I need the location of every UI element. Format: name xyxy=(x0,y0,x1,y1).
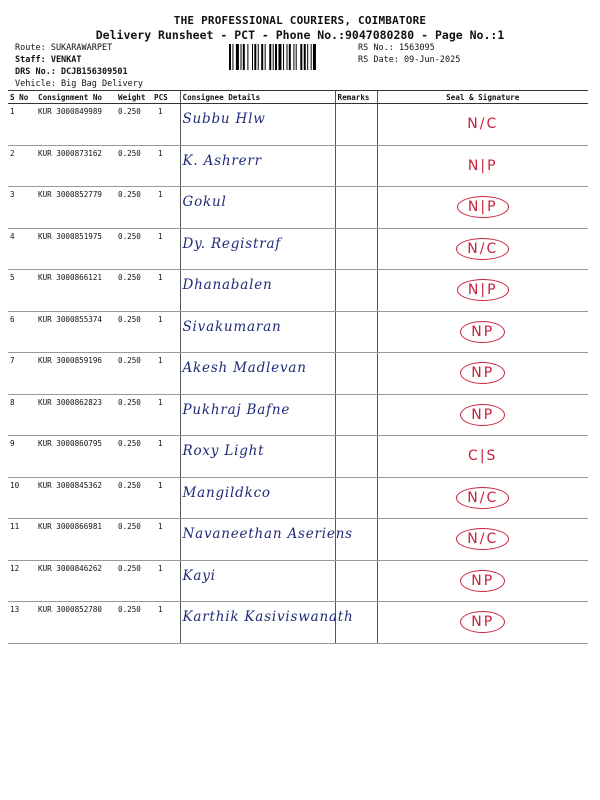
vehicle-label: Vehicle: Big Bag Delivery xyxy=(15,79,143,89)
row-consignee-cell xyxy=(180,270,335,312)
row-pcs: 1 xyxy=(152,394,180,436)
barcode-bar xyxy=(236,44,239,70)
row-consignee-handwriting: Sivakumaran xyxy=(182,318,282,335)
barcode-bar xyxy=(269,44,271,70)
row-seal-stamp: N/C xyxy=(456,528,509,550)
row-consignee-handwriting: Kayi xyxy=(182,567,216,584)
table-row xyxy=(8,436,588,478)
col-header-seal: Seal & Signature xyxy=(377,91,588,104)
row-consignee-cell xyxy=(180,602,354,644)
row-consignment-no: KUR 3000873162 xyxy=(36,145,116,187)
row-weight: 0.250 xyxy=(116,228,152,270)
barcode-bar xyxy=(283,44,284,70)
barcode-bar xyxy=(261,44,263,70)
row-pcs: 1 xyxy=(152,477,180,519)
row-consignment-no: KUR 3000860795 xyxy=(36,436,116,478)
table-row xyxy=(8,353,588,395)
row-consignment-no: KUR 3000849989 xyxy=(36,104,116,146)
barcode-bar xyxy=(258,44,259,70)
row-consignee-cell xyxy=(180,519,353,561)
row-weight: 0.250 xyxy=(116,602,152,644)
row-consignment-no: KUR 3000866121 xyxy=(36,270,116,312)
row-seal-stamp: NP xyxy=(460,362,505,384)
row-consignment-no: KUR 3000862823 xyxy=(36,394,116,436)
row-remarks xyxy=(335,187,377,229)
row-seal-cell xyxy=(377,104,588,146)
barcode-bar xyxy=(313,44,316,70)
row-consignment-no: KUR 3000866981 xyxy=(36,519,116,561)
table-row xyxy=(8,311,588,353)
row-consignment-no: KUR 3000859196 xyxy=(36,353,116,395)
row-consignee-handwriting: Subbu Hlw xyxy=(182,111,266,127)
row-sno: 13 xyxy=(8,602,36,644)
row-remarks xyxy=(335,477,377,519)
row-sno: 4 xyxy=(8,228,36,270)
col-header-weight: Weight xyxy=(116,91,152,104)
row-consignee-cell xyxy=(180,436,335,478)
row-seal-cell xyxy=(377,311,588,353)
row-seal-cell xyxy=(377,560,588,602)
row-consignee-handwriting: Roxy Light xyxy=(182,443,265,459)
row-consignee-cell xyxy=(180,560,335,602)
table-row xyxy=(8,145,588,187)
barcode-bar xyxy=(307,44,308,70)
table-row xyxy=(8,477,588,519)
row-weight: 0.250 xyxy=(116,353,152,395)
barcode xyxy=(228,44,352,70)
barcode-bar xyxy=(304,44,306,70)
table-row xyxy=(8,394,588,436)
row-remarks xyxy=(335,394,377,436)
row-sno: 12 xyxy=(8,560,36,602)
row-seal-stamp: NP xyxy=(460,611,505,633)
runsheet-subtitle: Delivery Runsheet - PCT - Phone No.:9047080280 - Page No.:1 xyxy=(95,28,505,42)
staff-label: Staff: VENKAT xyxy=(15,55,82,65)
barcode-bar xyxy=(229,44,231,70)
row-pcs: 1 xyxy=(152,602,180,644)
row-consignee-handwriting: Dhanabalen xyxy=(182,277,273,293)
row-consignee-handwriting: Akesh Madlevan xyxy=(182,360,307,376)
table-row xyxy=(8,270,588,312)
barcode-bar xyxy=(254,44,256,70)
row-seal-cell xyxy=(377,602,588,644)
row-consignee-handwriting: Dy. Registraf xyxy=(182,235,282,252)
rs-date: RS Date: 09-Jun-2025 xyxy=(358,55,461,65)
row-seal-stamp: N/C xyxy=(456,487,509,509)
barcode-bar xyxy=(278,44,281,70)
row-weight: 0.250 xyxy=(116,145,152,187)
row-seal-stamp: C|S xyxy=(468,448,498,464)
row-consignee-cell xyxy=(180,145,335,187)
barcode-bar xyxy=(293,44,294,70)
row-pcs: 1 xyxy=(152,145,180,187)
row-sno: 1 xyxy=(8,104,36,146)
row-remarks xyxy=(335,311,377,353)
row-weight: 0.250 xyxy=(116,560,152,602)
barcode-bar xyxy=(243,44,245,70)
barcode-bar xyxy=(296,44,297,70)
row-consignment-no: KUR 3000852780 xyxy=(36,602,116,644)
row-weight: 0.250 xyxy=(116,519,152,561)
row-seal-cell xyxy=(377,270,588,312)
table-header-row xyxy=(8,91,588,104)
row-seal-stamp: NP xyxy=(460,321,505,343)
row-seal-cell xyxy=(377,436,588,478)
row-pcs: 1 xyxy=(152,270,180,312)
row-sno: 9 xyxy=(8,436,36,478)
row-consignee-handwriting: Mangildkco xyxy=(182,484,271,501)
row-seal-stamp: N|P xyxy=(457,196,509,218)
row-sno: 2 xyxy=(8,145,36,187)
barcode-bar xyxy=(300,44,302,70)
row-consignee-handwriting: K. Ashrerr xyxy=(182,152,262,169)
row-sno: 11 xyxy=(8,519,36,561)
table-row xyxy=(8,104,588,146)
barcode-bar xyxy=(247,44,248,70)
barcode-bar xyxy=(275,44,277,70)
row-consignment-no: KUR 3000851975 xyxy=(36,228,116,270)
row-remarks xyxy=(335,560,377,602)
barcode-bar xyxy=(289,44,291,70)
col-header-consignment: Consignment No xyxy=(36,91,116,104)
row-remarks xyxy=(335,145,377,187)
row-consignment-no: KUR 3000855374 xyxy=(36,311,116,353)
row-pcs: 1 xyxy=(152,560,180,602)
row-pcs: 1 xyxy=(152,436,180,478)
row-consignee-cell xyxy=(180,187,335,229)
barcode-bar xyxy=(287,44,288,70)
row-seal-cell xyxy=(377,353,588,395)
row-sno: 6 xyxy=(8,311,36,353)
row-weight: 0.250 xyxy=(116,311,152,353)
row-pcs: 1 xyxy=(152,228,180,270)
row-seal-cell xyxy=(377,187,588,229)
rs-number: RS No.: 1563095 xyxy=(358,43,435,53)
row-sno: 7 xyxy=(8,353,36,395)
row-pcs: 1 xyxy=(152,104,180,146)
row-consignee-cell xyxy=(180,311,335,353)
row-sno: 8 xyxy=(8,394,36,436)
row-seal-stamp: N/C xyxy=(467,116,499,132)
row-sno: 5 xyxy=(8,270,36,312)
barcode-bar xyxy=(232,44,233,70)
barcode-bar xyxy=(311,44,312,70)
row-seal-stamp: N|P xyxy=(457,279,509,301)
row-sno: 10 xyxy=(8,477,36,519)
row-seal-cell xyxy=(377,145,588,187)
col-header-sno: S No xyxy=(8,91,36,104)
row-consignee-cell xyxy=(180,104,335,146)
col-header-consignee: Consignee Details xyxy=(180,91,335,104)
row-consignee-cell xyxy=(180,353,335,395)
row-seal-cell xyxy=(377,519,588,561)
barcode-bar xyxy=(265,44,266,70)
row-consignee-handwriting: Pukhraj Bafne xyxy=(182,401,291,418)
row-consignee-cell xyxy=(180,228,335,270)
row-remarks xyxy=(335,436,377,478)
row-weight: 0.250 xyxy=(116,436,152,478)
barcode-bar xyxy=(241,44,242,70)
row-consignment-no: KUR 3000846262 xyxy=(36,560,116,602)
barcode-bar xyxy=(273,44,274,70)
row-weight: 0.250 xyxy=(116,477,152,519)
table-row xyxy=(8,560,588,602)
row-consignee-handwriting: Gokul xyxy=(182,194,227,210)
table-row xyxy=(8,519,588,561)
row-pcs: 1 xyxy=(152,187,180,229)
row-pcs: 1 xyxy=(152,519,180,561)
company-title: THE PROFESSIONAL COURIERS, COIMBATORE xyxy=(173,14,427,27)
table-row xyxy=(8,602,588,644)
row-remarks xyxy=(335,104,377,146)
row-seal-stamp: N/C xyxy=(456,238,509,260)
col-header-remarks: Remarks xyxy=(335,91,377,104)
row-seal-stamp: NP xyxy=(460,404,505,426)
row-consignment-no: KUR 3000845362 xyxy=(36,477,116,519)
row-seal-stamp: N|P xyxy=(467,157,498,174)
row-seal-cell xyxy=(377,477,588,519)
row-pcs: 1 xyxy=(152,311,180,353)
row-remarks xyxy=(335,353,377,395)
row-remarks xyxy=(335,228,377,270)
row-remarks xyxy=(335,270,377,312)
table-row xyxy=(8,228,588,270)
row-seal-cell xyxy=(377,228,588,270)
row-consignee-cell xyxy=(180,477,335,519)
row-seal-cell xyxy=(377,394,588,436)
row-pcs: 1 xyxy=(152,353,180,395)
row-weight: 0.250 xyxy=(116,187,152,229)
row-sno: 3 xyxy=(8,187,36,229)
barcode-bar xyxy=(252,44,253,70)
row-weight: 0.250 xyxy=(116,104,152,146)
row-consignee-handwriting: Karthik Kasiviswanath xyxy=(182,609,354,625)
drs-number: DRS No.: DCJB156309501 xyxy=(15,67,128,77)
route-label: Route: SUKARAWARPET xyxy=(15,43,113,53)
row-consignment-no: KUR 3000852779 xyxy=(36,187,116,229)
row-seal-stamp: NP xyxy=(460,570,505,592)
row-consignee-handwriting: Navaneethan Aseriens xyxy=(182,526,353,542)
row-weight: 0.250 xyxy=(116,394,152,436)
table-row xyxy=(8,187,588,229)
col-header-pcs: PCS xyxy=(152,91,180,104)
row-weight: 0.250 xyxy=(116,270,152,312)
row-consignee-cell xyxy=(180,394,335,436)
runsheet-table xyxy=(8,90,588,644)
